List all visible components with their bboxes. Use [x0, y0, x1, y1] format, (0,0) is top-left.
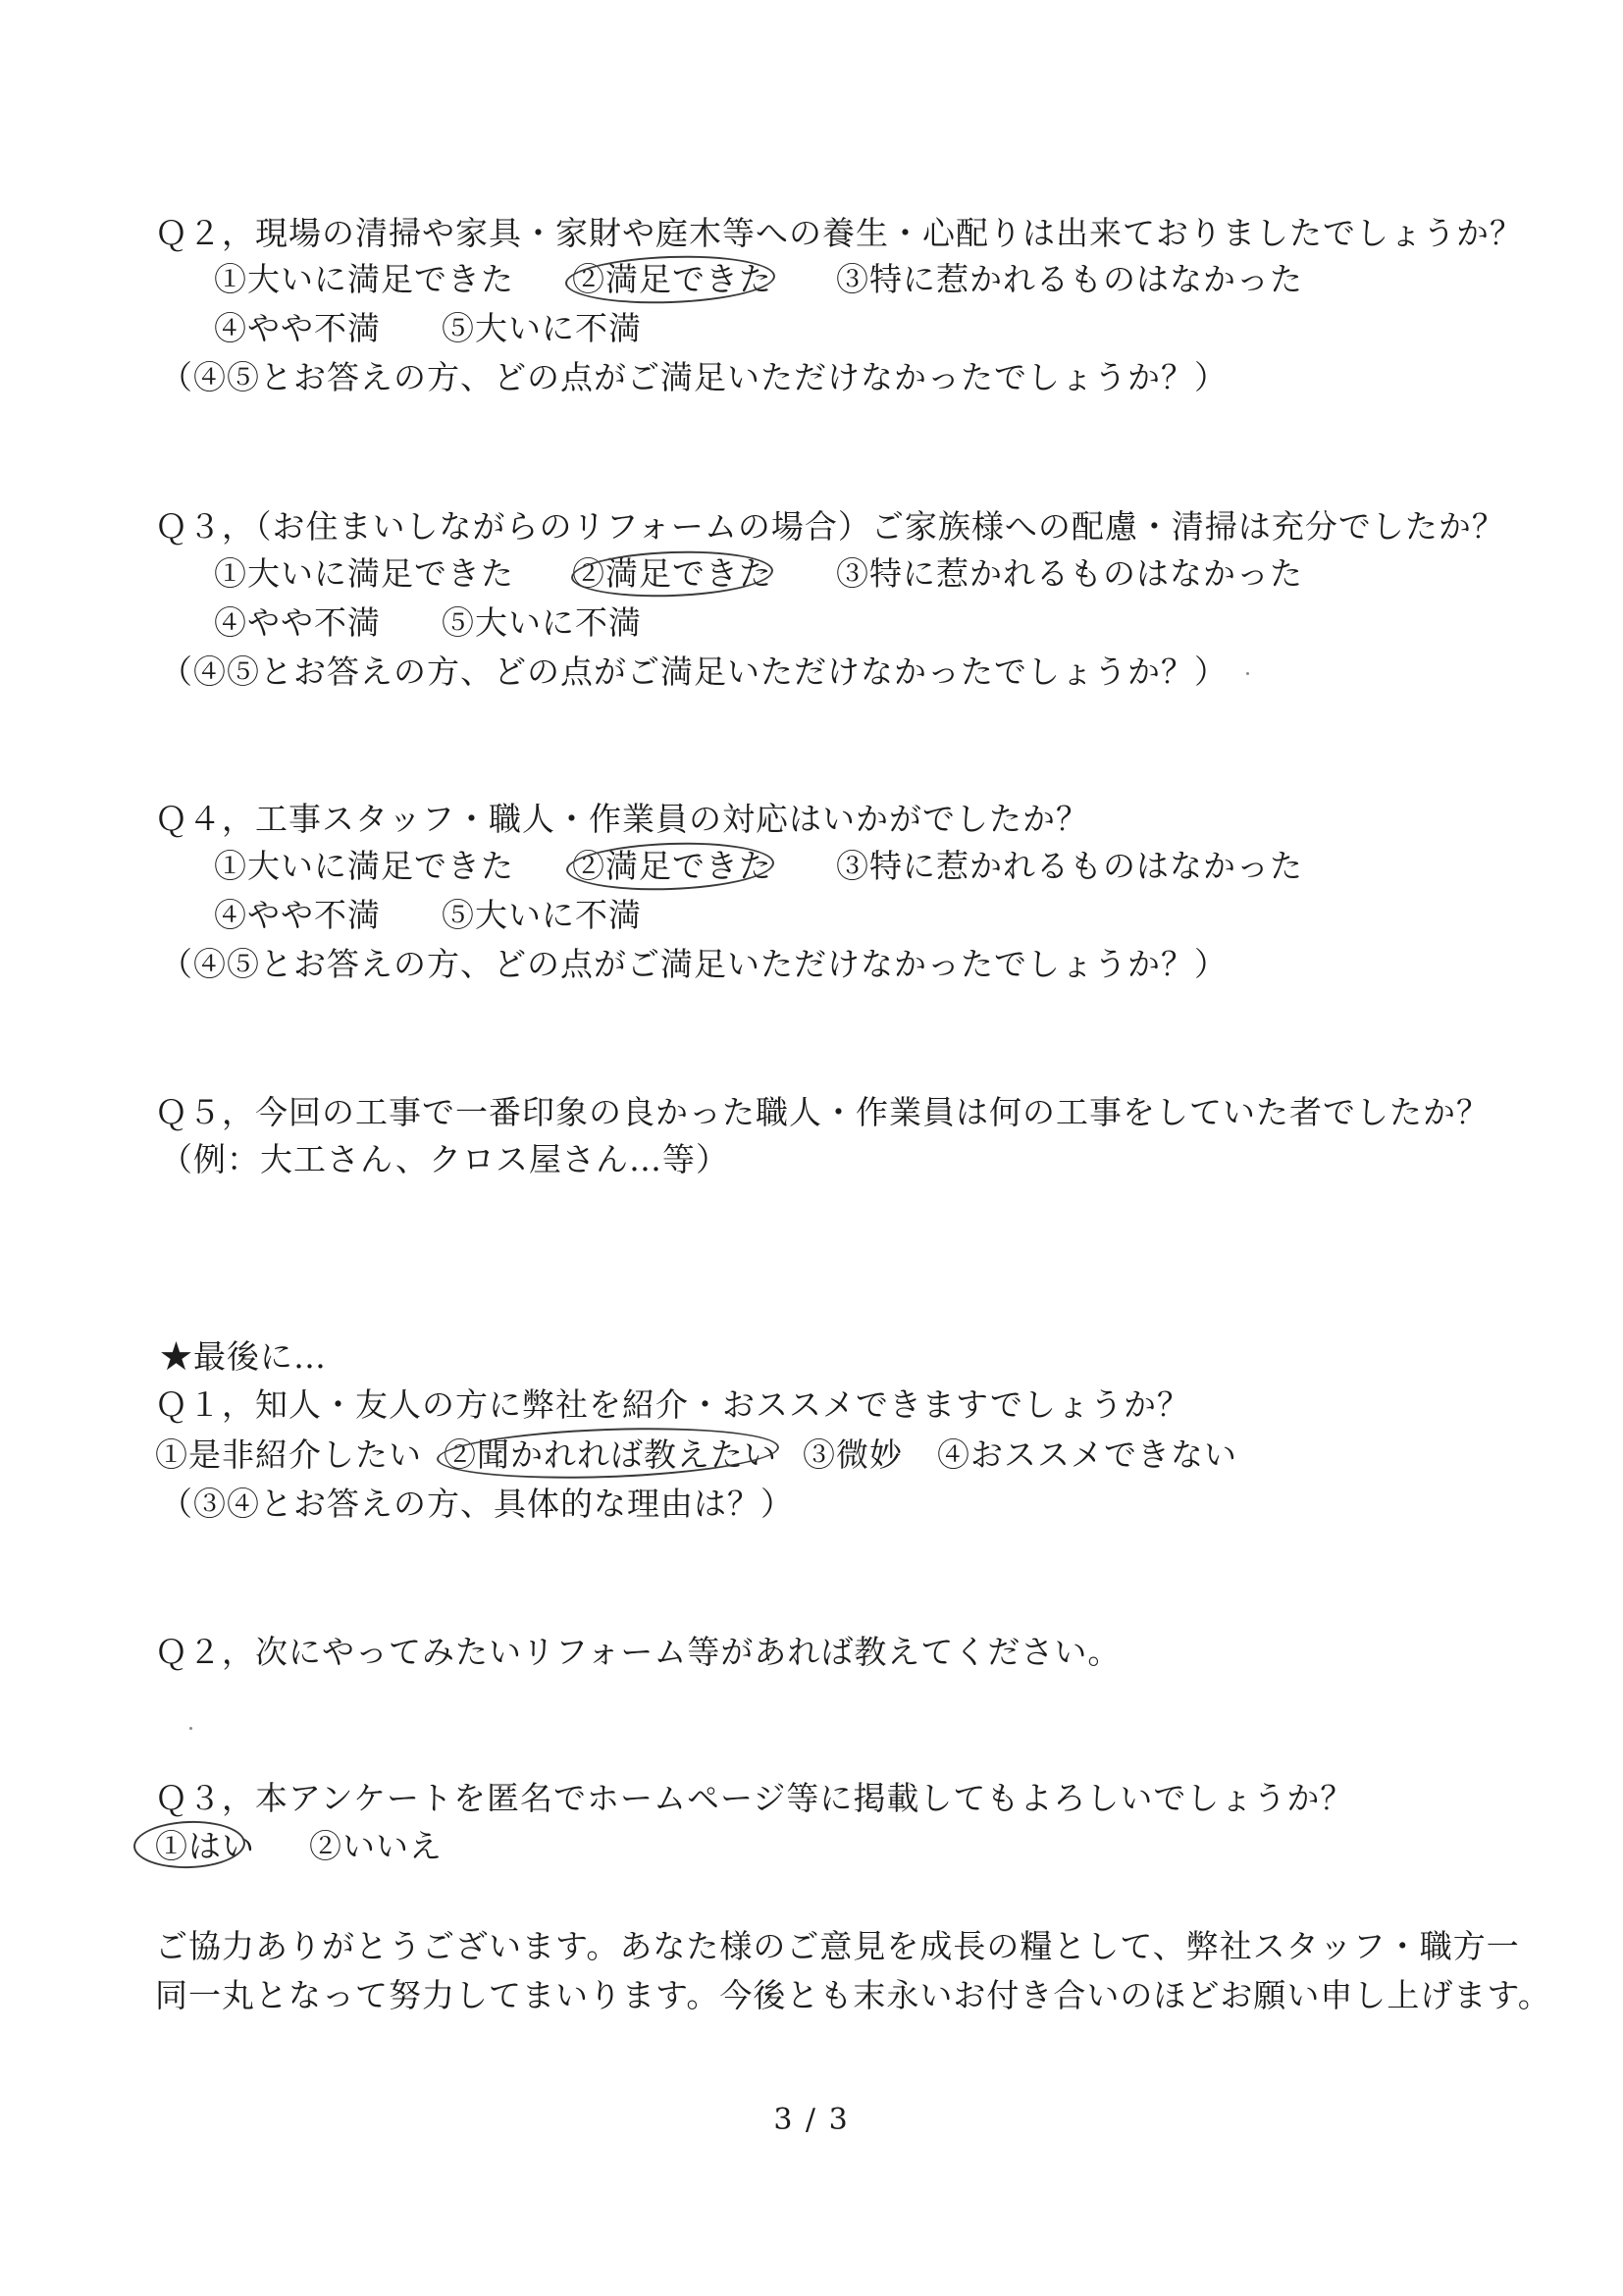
- closing-line-1: ご協力ありがとうございます。あなた様のご意見を成長の糧として、弊社スタッフ・職方一: [155, 1927, 1520, 1965]
- q4-option-2-selected[interactable]: ②満足できた: [572, 847, 772, 885]
- q2-options-row2: [0, 309, 1623, 348]
- q2-question: Ｑ２，現場の清掃や家具・家財や庭木等への養生・心配りは出来ておりましたでしょうか？: [155, 214, 1523, 252]
- closing-line-2: 同一丸となって努力してまいります。今後とも末永いお付き合いのほどお願い申し上げます。: [155, 1976, 1551, 2014]
- q4-option-4[interactable]: ④やや不満: [214, 896, 381, 934]
- q2-option-3[interactable]: ③特に惹かれるものはなかった: [836, 260, 1303, 298]
- q4-options-row2: [0, 896, 1623, 935]
- q2-option-2-selected[interactable]: ②満足できた: [572, 260, 772, 298]
- q4-question: Ｑ４，工事スタッフ・職人・作業員の対応はいかがでしたか？: [155, 800, 1089, 838]
- q5-question: Ｑ５，今回の工事で一番印象の良かった職人・作業員は何の工事をしていた者でしたか？: [155, 1093, 1490, 1131]
- final-q3-option-1-selected[interactable]: ①はい: [155, 1827, 255, 1865]
- q3-option-5[interactable]: ⑤大いに不満: [442, 603, 642, 642]
- q3-options-row2: [0, 603, 1623, 643]
- final-q1-question: Ｑ１，知人・友人の方に弊社を紹介・おススメできますでしょうか？: [155, 1385, 1190, 1424]
- final-q1-option-4[interactable]: ④おススメできない: [937, 1435, 1237, 1474]
- q4-options-row1: [0, 847, 1623, 886]
- final-q1-option-2-selected[interactable]: ②聞かれれば教えたい: [444, 1435, 777, 1474]
- final-heading: ★最後に…: [160, 1337, 327, 1376]
- q4-option-3[interactable]: ③特に惹かれるものはなかった: [836, 847, 1303, 885]
- q2-option-5[interactable]: ⑤大いに不満: [442, 309, 642, 347]
- q3-option-1[interactable]: ①大いに満足できた: [214, 554, 514, 593]
- q3-option-3[interactable]: ③特に惹かれるものはなかった: [836, 554, 1303, 593]
- final-q3-option-2[interactable]: ②いいえ: [309, 1827, 443, 1865]
- q3-option-2-selected[interactable]: ②満足できた: [572, 554, 772, 593]
- q5-note: （例：大工さん、クロス屋さん…等）: [160, 1140, 729, 1178]
- q2-options-row1: [0, 260, 1623, 299]
- final-q1-options: [0, 1435, 1623, 1475]
- q3-options-row1: [0, 554, 1623, 594]
- final-q1-option-1[interactable]: ①是非紹介したい: [155, 1435, 422, 1474]
- final-q2-question: Ｑ２，次にやってみたいリフォーム等があれば教えてください。: [155, 1633, 1122, 1671]
- q4-note: （④⑤とお答えの方、どの点がご満足いただけなかったでしょうか？）: [160, 945, 1228, 983]
- q3-note: （④⑤とお答えの方、どの点がご満足いただけなかったでしょうか？）: [160, 652, 1228, 691]
- final-q3-options: [0, 1827, 1623, 1866]
- scan-speck: [1246, 672, 1249, 675]
- q4-option-1[interactable]: ①大いに満足できた: [214, 847, 514, 885]
- q3-option-4[interactable]: ④やや不満: [214, 603, 381, 642]
- scan-speck: [189, 1727, 192, 1730]
- q4-option-5[interactable]: ⑤大いに不満: [442, 896, 642, 934]
- q2-option-1[interactable]: ①大いに満足できた: [214, 260, 514, 298]
- final-q1-note: （③④とお答えの方、具体的な理由は？）: [160, 1485, 794, 1523]
- q3-question: Ｑ３，（お住まいしながらのリフォームの場合）ご家族様への配慮・清掃は充分でしたか？: [155, 507, 1505, 546]
- final-q1-option-3[interactable]: ③微妙: [803, 1435, 903, 1474]
- page-number: 3 / 3: [773, 2103, 850, 2137]
- q2-option-4[interactable]: ④やや不満: [214, 309, 381, 347]
- q2-note: （④⑤とお答えの方、どの点がご満足いただけなかったでしょうか？）: [160, 358, 1228, 396]
- final-q3-question: Ｑ３，本アンケートを匿名でホームページ等に掲載してもよろしいでしょうか？: [155, 1779, 1354, 1817]
